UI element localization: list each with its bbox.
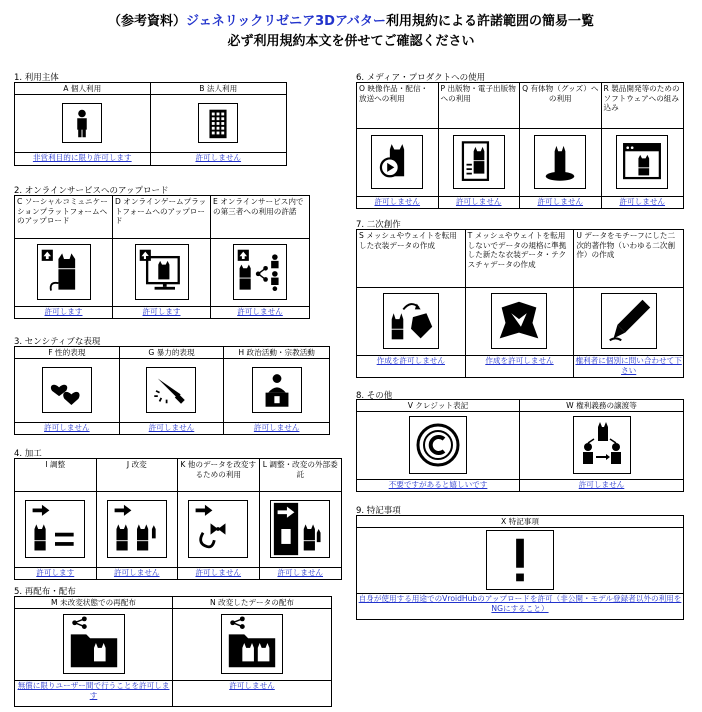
permission-result: 不要ですがあると嬉しいです [388, 480, 488, 489]
adjust-icon [25, 500, 85, 558]
permission-header: G 暴力的表現 [148, 348, 195, 357]
permission-header: F 性的表現 [48, 348, 86, 357]
permission-cell [113, 196, 211, 318]
section-table [14, 82, 287, 166]
permission-result: 許可しません [195, 153, 242, 162]
section-title: 8. その他 [356, 391, 393, 401]
permission-result: 許可しません [374, 197, 421, 206]
section-table [14, 596, 332, 707]
permission-result: 非営利目的に限り許可します [32, 153, 132, 162]
permission-result: 許可しません [113, 568, 160, 577]
permission-result: 許可しません [195, 568, 242, 577]
permission-result: 許可しません [578, 480, 625, 489]
cloth-transfer-icon [383, 293, 439, 349]
permission-result: 許可しません [619, 197, 666, 206]
permission-cell [15, 83, 151, 165]
exclamation-icon [486, 530, 554, 590]
permission-result: 許可します [36, 568, 75, 577]
permission-cell [574, 230, 683, 377]
section-table [356, 229, 684, 378]
permission-cell [97, 459, 179, 579]
video-icon [371, 135, 423, 189]
permission-cell [439, 83, 521, 208]
page-subtitle: 必ず利用規約本文を併せてご確認ください [227, 34, 475, 49]
permission-cell [211, 196, 309, 318]
permission-header: X 特記事項 [501, 517, 539, 526]
permission-header: A 個人利用 [63, 84, 102, 93]
permission-header: S メッシュやウェイトを転用した衣装データの作成 [359, 231, 457, 250]
copyright-icon [409, 416, 467, 474]
permission-result: 許可しません [277, 568, 324, 577]
section-table [356, 82, 684, 209]
permission-header: H 政治活動・宗教活動 [238, 348, 315, 357]
permission-cell [602, 83, 684, 208]
permission-result: 権利者に個別に問い合わせて下さい [575, 356, 682, 375]
ribbon-icon [188, 500, 248, 558]
permission-header: N 改変したデータの配布 [209, 598, 295, 607]
permission-cell [260, 459, 342, 579]
permission-result: 許可します [142, 307, 181, 316]
software-icon [616, 135, 668, 189]
permission-result: 許可しません [237, 307, 283, 316]
permission-result: 許可しません [253, 423, 300, 432]
hearts-icon [42, 367, 92, 413]
permission-header: J 改変 [126, 460, 147, 469]
permission-result: 無償に限りユーザー間で行うことを許可します [17, 681, 170, 700]
permission-header: B 法人利用 [199, 84, 238, 93]
section-table [356, 515, 684, 620]
upload-monitor-icon [135, 244, 189, 300]
permission-cell [15, 196, 113, 318]
permission-header: M 未改変状態での再配布 [51, 598, 136, 607]
share-folder-icon [63, 614, 125, 674]
person-icon [62, 103, 102, 143]
permission-cell [357, 83, 439, 208]
modify-icon [107, 500, 167, 558]
knife-icon [146, 367, 196, 413]
permission-result: 許可します [44, 307, 83, 316]
section-title: 5. 再配布・配布 [14, 587, 76, 597]
upload-avatar-icon [37, 244, 91, 300]
pen-icon [601, 293, 657, 349]
permission-cell [224, 347, 329, 434]
permission-header: D オンラインゲームプラットフォームへのアップロード [115, 197, 207, 225]
building-icon [198, 103, 238, 143]
permission-cell [520, 400, 683, 491]
permission-header: P 出版物・電子出版物への利用 [440, 84, 516, 103]
permission-header: L 調整・改変の外部委託 [262, 460, 338, 479]
permission-result: 作成を許可しません [376, 356, 445, 365]
section-table [14, 195, 310, 319]
permission-header: E オンラインサービス内での第三者への利用の許諾 [213, 197, 304, 216]
publication-icon [453, 135, 505, 189]
permission-header: Q 有体物（グッズ）への利用 [522, 84, 599, 103]
permission-result: 許可しません [148, 423, 195, 432]
permission-header: K 他のデータを改変するための利用 [180, 460, 257, 479]
permission-cell [15, 347, 120, 434]
permission-result: 許可しません [455, 197, 502, 206]
permission-cell [357, 230, 466, 377]
permission-cell [178, 459, 260, 579]
permission-header: C ソーシャルコミュニケーションプラットフォームへのアップロード [17, 197, 108, 225]
permission-cell [151, 83, 287, 165]
section-title: 9. 特記事項 [356, 506, 401, 516]
permission-header: I 調整 [45, 460, 66, 469]
section-table [14, 458, 342, 580]
podium-icon [252, 367, 302, 413]
permission-result: 作成を許可しません [485, 356, 554, 365]
section-title: 6. メディア・プロダクトへの使用 [356, 73, 486, 83]
permission-cell [520, 83, 602, 208]
section-title: 7. 二次創作 [356, 220, 401, 230]
permission-header: O 映像作品・配信・放送への利用 [359, 84, 429, 103]
permission-result: 許可しません [537, 197, 584, 206]
permission-cell [15, 459, 97, 579]
section-title: 3. センシティブな表現 [14, 337, 101, 347]
section-title: 1. 利用主体 [14, 73, 59, 83]
section-title: 4. 加工 [14, 449, 42, 459]
transfer-rights-icon [573, 416, 631, 474]
permission-cell [173, 597, 331, 706]
permission-header: R 製品開発等のためのソフトウェアへの組み込み [603, 84, 680, 112]
permission-header: V クレジット表記 [407, 401, 469, 410]
permission-cell [120, 347, 225, 434]
figure-icon [534, 135, 586, 189]
permission-result: 許可しません [44, 423, 90, 432]
share-users-icon [233, 244, 287, 300]
permission-result: 許可しません [229, 681, 275, 690]
section-table [14, 346, 330, 435]
page-title: （参考資料）ジェネリックリゼニア3Dアバター利用規約による許諾範囲の簡易一覧 [108, 14, 594, 29]
permission-header: T メッシュやウェイトを転用しないでデータの規格に準拠した新たな衣装データ・テクスチャデータの作成 [467, 231, 567, 269]
permission-cell [15, 597, 173, 706]
cloth-icon [491, 293, 547, 349]
permission-header: U データをモチーフにした二次的著作物（いわゆる二次創作）の作成 [576, 231, 676, 259]
permission-cell [357, 400, 520, 491]
permission-cell [466, 230, 575, 377]
share-modified-icon [221, 614, 283, 674]
permission-result: 自身が使用する用途でのVroidHubのアップロードを許可（非公開・モデル登録者以外の利用をNGにすること） [358, 594, 682, 613]
outsource-icon [270, 500, 330, 558]
permission-cell [357, 516, 683, 619]
section-table [356, 399, 684, 492]
permission-header: W 権利義務の譲渡等 [566, 401, 637, 410]
section-title: 2. オンラインサービスへのアップロード [14, 186, 169, 196]
